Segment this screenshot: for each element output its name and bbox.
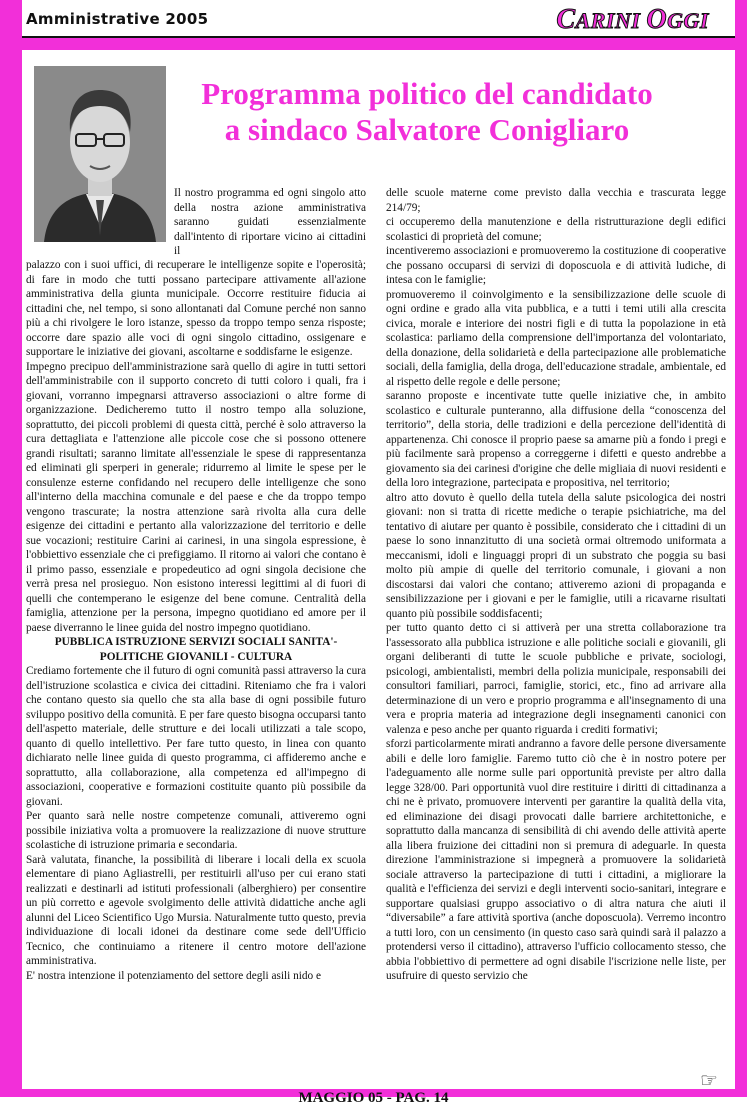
left-column bbox=[26, 258, 366, 983]
right-paragraph-6: altro atto dovuto è quello della tutela della salute psicologica dei nostri giovani: non si tratta di ricette mediche o terapie psichiatriche, ma del tentativo di aiutare per quanto è possibile, considerato che i cittadini di un paese lo sono innanzitutto di una società ormai oltremodo uniformata a meccanismi, idoli e linguaggi propri di un substrato che poggia su basi molto più ampie di quelle del territorio comunale, i giovani a non discostarsi dai valori che contano; attiveremo azioni di propaganda e sensibilizzazione per i giovani e per le famiglie, utili a ricavarne risultati quanto più possibile soddisfacenti; bbox=[386, 491, 726, 620]
masthead-ggi: GGI bbox=[667, 8, 709, 33]
page-border-top bbox=[0, 38, 747, 50]
right-paragraph-8: sforzi particolarmente mirati andranno a favore delle persone diversamente abili e delle loro famiglie. Faremo tutto ciò che è in nostro potere per l'adeguamento alle norme sulle pari opportunità previste per altro dalla legge 328/00. Pari opportunità vuol dire restituire i diritti di cittadinanza a chi ne è privato, promuovere interventi per garantire la qualità della vita, ed eliminazione dei disagi provocati dalle barriere architettoniche, e soprattutto dalla mancanza di sensibilità di chi avendo delle attività aperte alla libera fruizione dei cittadini non si premura di adeguarle. In questa direzione l'amministrazione si impegnerà a promuovere la solidarietà sociale attraverso la partecipazione di tutti i cittadini, a migliorare la qualità e l'efficienza dei servizi e degli interventi socio-sanitari, integrare e supportare qualsiasi gruppo associativo o di altra natura che aiuti il “diversabile” a fare attività sportiva (anche doposcuola). Verremo incontro a tutti loro, con un censimento (in questo caso sarà quindi sarà il palazzo a protendersi verso il cittadino), attraverso l'ufficio collocamento stesso, che abbia l'obbiettivo di permettere ad ogni disabile l'iscrizione nelle liste, per usufruire di questo servizio che bbox=[386, 738, 726, 982]
pointing-hand-icon: ☞ bbox=[700, 1070, 718, 1092]
masthead-arini: ARINI bbox=[575, 8, 647, 33]
left-column-intro bbox=[174, 186, 366, 259]
headline-line-2: a sindaco Salvatore Conigliaro bbox=[224, 112, 630, 147]
header-rule bbox=[22, 36, 735, 38]
masthead-letter-c: C bbox=[556, 4, 576, 35]
section-heading-line-1: PUBBLICA ISTRUZIONE SERVIZI SOCIALI SANITA'- bbox=[54, 636, 338, 648]
left-paragraph-2: Impegno precipuo dell'amministrazione sarà quello di agire in tutti settori dell'amministrabile con il supporto concreto di tutti coloro i quali, fra i giovani, vorranno impegnarsi attraverso associazioni o altre forme di organizzazione. Dedicheremo tutto il nostro tempo alla soluzione, soprattutto, dei piccoli problemi di questa città, perché è solo attraverso la cura dettagliata e l'attenzione alle piccole cose che si possono ottenere grandi risultati; saranno limitate all'essenziale le spese di rappresentanza ed eliminati gli sperperi in generale; ridurremo al limite le spese per le consulenze esterne confidando nel recupero delle intelligenze che sono all'interno della macchina comunale e del paese e che da troppo tempo vengono trascurate; la nostra attenzione sarà rivolta alla cura delle esigenze dei cittadini e pertanto alla valorizzazione del territorio e delle sue vocazioni; restituire Carini ai carinesi, in una singola espressione, è l'obbiettivo essenziale che ci prefiggiamo. Il ritorno ai valori che contano è il primo passo, essenziale e propedeutico ad ogni singola decisione che verrà presa nel prosieguo. Non esistono interessi legittimi al di fuori di quelli che contemperano le esigenze del bene comune. Centralità della famiglia, attenzione per la persona, impegno quotidiano ed amore per il paese diverranno le linee guida del nostro impegno quotidiano. bbox=[26, 360, 366, 634]
right-paragraph-2: ci occuperemo della manutenzione e della ristrutturazione degli edifici scolastici di proprietà del comune; bbox=[386, 216, 726, 243]
page-border-right bbox=[735, 0, 747, 1107]
section-label: Amministrative 2005 bbox=[26, 10, 209, 28]
article-headline bbox=[172, 76, 682, 148]
intro-paragraph: Il nostro programma ed ogni singolo atto della nostra azione amministrativa saranno guidati essenzialmente dall'intento di riportare vicino ai cittadini il bbox=[174, 187, 366, 257]
candidate-portrait-photo bbox=[34, 66, 166, 242]
left-paragraph-3: Crediamo fortemente che il futuro di ogni comunità passi attraverso la cura dell'istruzione scolastica e civica dei cittadini. Riteniamo che fra i valori che contano questo sia quello che sta alla base di ogni possibile futuro sviluppo positivo della comunità. E per fare questo bisogna occuparsi tanto dell'aspetto materiale, delle strutture e dei locali utilizzati a tale scopo, quanto di quello intellettivo. Per fare tutto questo, in linea con quanto dichiarato nelle linee guida di questo programma, ci affideremo anche e soprattutto, alla collaborazione, alla competenza ed all'impegno di associazioni, cooperative e formazioni costituite quanto più possibile da giovani. bbox=[26, 665, 366, 808]
portrait-illustration bbox=[34, 66, 166, 242]
right-paragraph-1: delle scuole materne come previsto dalla vecchia e trascurata legge 214/79; bbox=[386, 187, 726, 214]
right-paragraph-3: incentiveremo associazioni e promuoveremo la costituzione di cooperative che possano occuparsi di servizi di doposcuola e di attività ludiche, di intesa con le famiglie; bbox=[386, 245, 726, 286]
headline-line-1: Programma politico del candidato bbox=[201, 76, 653, 111]
right-paragraph-7: per tutto quanto detto ci si attiverà per una stretta collaborazione tra l'assessorato alla pubblica istruzione e alle politiche sociali e giovanili, gli organi deliberanti di tutte le scuole pubbliche e private, sociologi, psicologi, ambientalisti, membri della polizia municipale, responsabili dei consultori familiari, parroci, famiglie, storici, etc., fino ad arrivare alla determinazione di un vero e proprio programma e all'insegnamento di una vera e propria materia ad integrazione degli insegnamenti canonici con valenza e peso anche per quanto riguarda i crediti formativi; bbox=[386, 622, 726, 736]
page-border-left bbox=[0, 0, 22, 1107]
masthead-logo bbox=[556, 4, 709, 36]
masthead-letter-o: O bbox=[646, 4, 668, 35]
left-paragraph-5: Sarà valutata, finanche, la possibilità di liberare i locali della ex scuola elementare di piano Agliastrelli, per restituirli all'uso per cui erano stati realizzati e destinarli ad istituti professionali (alberghiero) per consentire un più corretto e agevole svolgimento delle attività didattiche anche agli alunni del Liceo Scientifico Ugo Mursia. Naturalmente tutto questo, previa individuazione di locali idonei da destinare come sede dell'Ufficio Tecnico, che continuiamo a ritenere il centro motore dell'azione amministrativa. bbox=[26, 853, 366, 967]
section-heading-line-2: POLITICHE GIOVANILI - CULTURA bbox=[99, 650, 293, 663]
right-paragraph-4: promuoveremo il coinvolgimento e la sensibilizzazione delle scuole di ogni ordine e grado alla vita pubblica, e a tutti i temi utili alla crescita civica, morale e interiore dei nostri figli e di tutta la popolazione in età scolastica: parliamo della comprensione dell'importanza del volontariato, della donazione, della solidarietà e della partecipazione alle problematiche sociali, della famiglia, della droga, dell'educazione stradale, ambientale, ed al rispetto delle regole e delle persone; bbox=[386, 288, 726, 388]
left-paragraph-4: Per quanto sarà nelle nostre competenze comunali, attiveremo ogni possibile iniziativa volta a promuovere la realizzazione di nuove strutture scolastiche di istruzione primaria e secondaria. bbox=[26, 810, 366, 851]
left-paragraph-6: E' nostra intenzione il potenziamento del settore degli asili nido e bbox=[26, 969, 322, 982]
page-footer: MAGGIO 05 - PAG. 14 bbox=[298, 1090, 449, 1106]
right-paragraph-5: saranno proposte e incentivate tutte quelle iniziative che, in ambito scolastico e culturale punteranno, alla diffusione della “conoscenza del territorio”, della storia, delle tradizioni e della percezione dell'identità di appartenenza. Chi conosce il proprio paese sa amarne più a fondo i pregi e più facilmente sarà propenso a correggerne i difetti e questo andrebbe a giovamento sia dei carinesi d'origine che delle migliaia di nuovi residenti e della loro integrazione, partecipata e propositiva, nel territorio; bbox=[386, 390, 726, 489]
right-column bbox=[386, 186, 726, 984]
left-paragraph-1: palazzo con i suoi uffici, di recuperare le intelligenze sopite e l'operosità; di fare in modo che tutti possano partecipare attivamente all'azione amministrativa della giunta municipale. Occorre restituire fiducia ai cittadini che, nel tempo, si sono allontanati dal Comune perché non sanno più a chi rivolgere le loro istanze, spesso da troppo tempo senza risposte; occorre dare spazio alle voci di ogni singolo cittadino, ossigenare e supportare le iniziative dei giovani, ascoltarne e soddisfarne le esigenze. bbox=[26, 259, 366, 358]
